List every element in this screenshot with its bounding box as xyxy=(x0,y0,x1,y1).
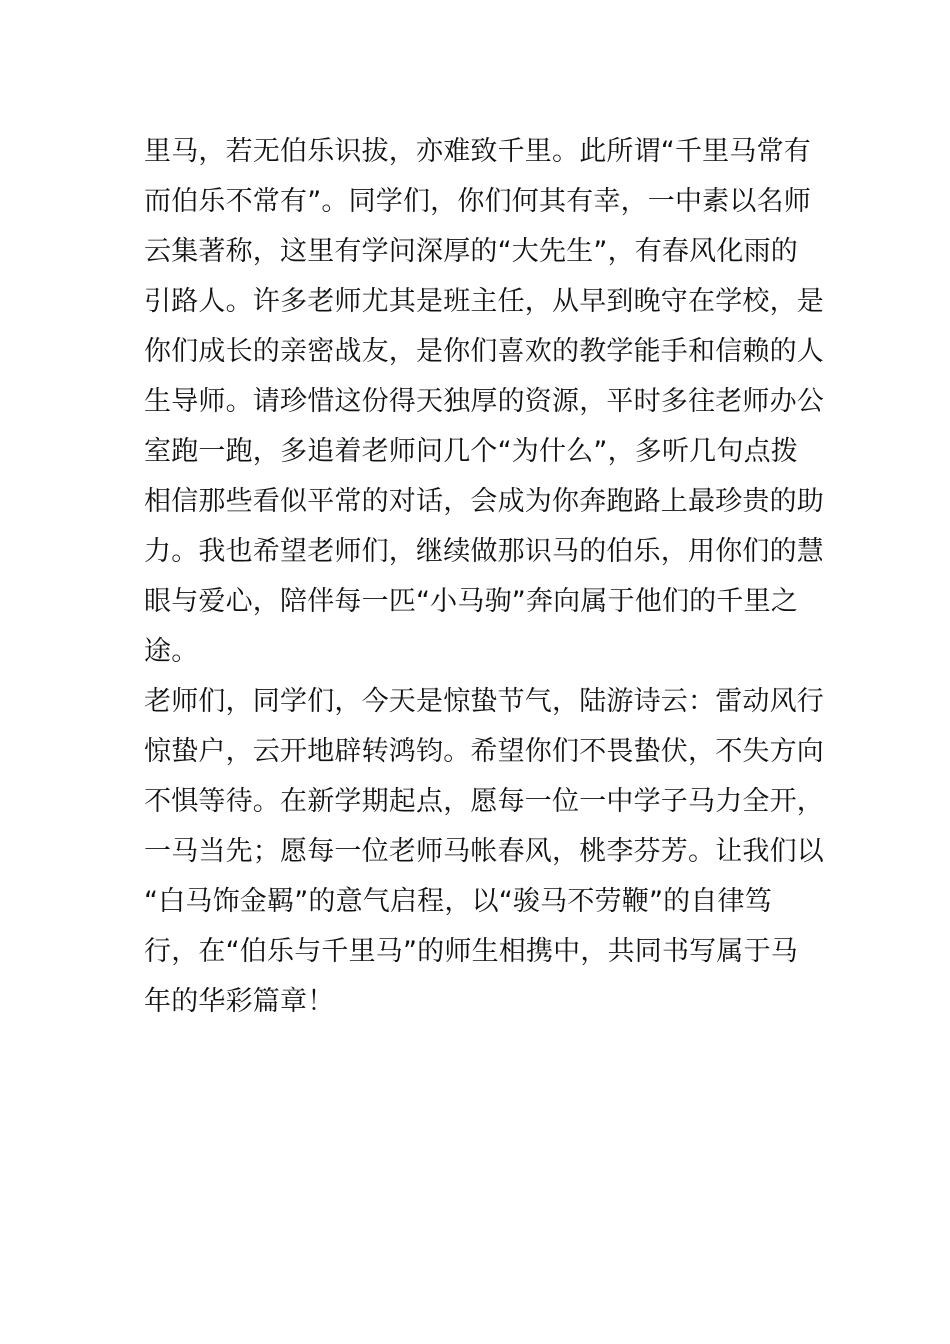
text-line: 生导师。请珍惜这份得天独厚的资源，平时多往老师办公 xyxy=(144,386,824,417)
text-line: 老师们，同学们，今天是惊蛰节气，陆游诗云：雷动风行 xyxy=(144,686,824,717)
text-line: 而伯乐不常有”。同学们，你们何其有幸，一中素以名师 xyxy=(144,186,811,217)
text-line: 年的华彩篇章！ xyxy=(144,986,335,1017)
text-line: 途。 xyxy=(144,636,199,667)
text-line: 引路人。许多老师尤其是班主任，从早到晚守在学校，是 xyxy=(144,286,824,317)
text-line: 不惧等待。在新学期起点，愿每一位一中学子马力全开， xyxy=(144,786,824,817)
text-line: 力。我也希望老师们，继续做那识马的伯乐，用你们的慧 xyxy=(144,536,824,567)
text-line: 惊蛰户，云开地辟转鸿钧。希望你们不畏蛰伏，不失方向 xyxy=(144,736,824,767)
text-line: “白马饰金羁”的意气启程，以“骏马不劳鞭”的自律笃 xyxy=(144,886,772,917)
body-text xyxy=(144,127,824,1027)
text-line: 里马，若无伯乐识拔，亦难致千里。此所谓“千里马常有 xyxy=(144,136,811,167)
text-line: 行，在“伯乐与千里马”的师生相携中，共同书写属于马 xyxy=(144,936,798,967)
text-line: 云集著称，这里有学问深厚的“大先生”，有春风化雨的 xyxy=(144,236,798,267)
text-line: 相信那些看似平常的对话，会成为你奔跑路上最珍贵的助 xyxy=(144,486,824,517)
text-line: 一马当先；愿每一位老师马帐春风，桃李芬芳。让我们以 xyxy=(144,836,824,867)
text-line: 室跑一跑，多追着老师问几个“为什么”，多听几句点拨 xyxy=(144,436,798,467)
text-line: 你们成长的亲密战友，是你们喜欢的教学能手和信赖的人 xyxy=(144,336,824,367)
text-line: 眼与爱心，陪伴每一匹“小马驹”奔向属于他们的千里之 xyxy=(144,586,798,617)
